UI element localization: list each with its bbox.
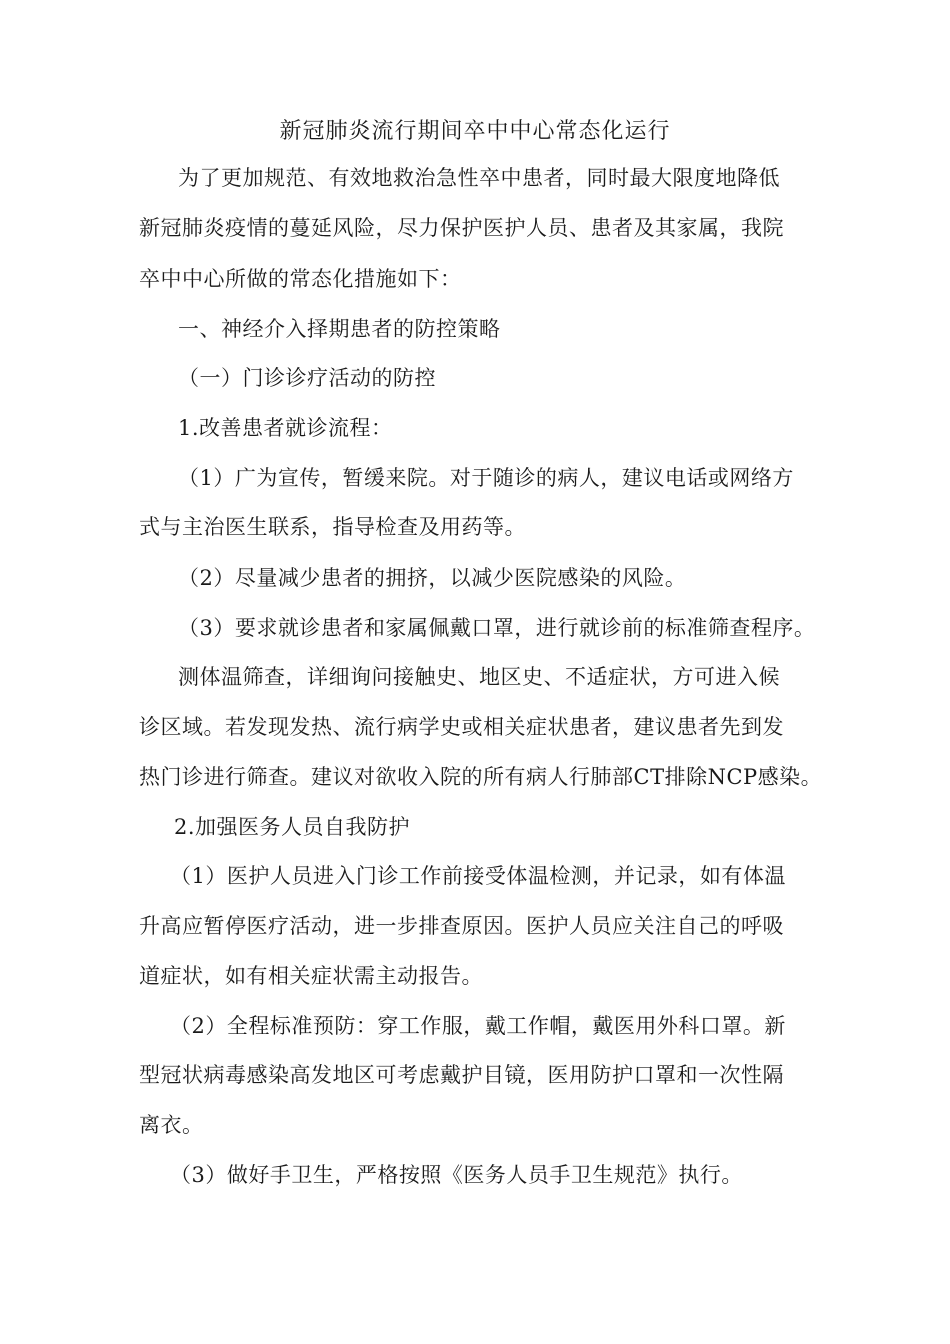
paragraph-line: （1）医护人员进入门诊工作前接受体温检测，并记录，如有体温 [170, 864, 786, 888]
intro-line-1: 为了更加规范、有效地救治急性卒中患者，同时最大限度地降低 [178, 166, 780, 190]
paragraph-line: （3）要求就诊患者和家属佩戴口罩，进行就诊前的标准筛查程序。 [178, 616, 816, 640]
paragraph-line: 升高应暂停医疗活动，进一步排查原因。医护人员应关注自己的呼吸 [139, 914, 784, 938]
paragraph-line: （3）做好手卫生，严格按照《医务人员手卫生规范》执行。 [170, 1163, 743, 1187]
paragraph-line: 式与主治医生联系，指导检查及用药等。 [139, 515, 526, 539]
paragraph-line: 离衣。 [139, 1113, 204, 1137]
paragraph-line: 道症状，如有相关症状需主动报告。 [139, 964, 483, 988]
item-heading-2: 2.加强医务人员自我防护 [174, 815, 411, 839]
paragraph-line: 测体温筛查，详细询问接触史、地区史、不适症状，方可进入候 [178, 665, 780, 689]
paragraph-line: 型冠状病毒感染高发地区可考虑戴护目镜，医用防护口罩和一次性隔 [139, 1063, 784, 1087]
paragraph-line: 诊区域。若发现发热、流行病学史或相关症状患者，建议患者先到发 [139, 715, 784, 739]
paragraph-line: 热门诊进行筛查。建议对欲收入院的所有病人行肺部CT排除NCP感染。 [139, 765, 823, 789]
subsection-heading: （一）门诊诊疗活动的防控 [178, 366, 436, 390]
intro-line-3: 卒中中心所做的常态化措施如下： [139, 267, 462, 291]
item-heading-1: 1.改善患者就诊流程： [178, 416, 393, 440]
paragraph-line: （2）全程标准预防：穿工作服，戴工作帽，戴医用外科口罩。新 [170, 1014, 786, 1038]
paragraph-line: （2）尽量减少患者的拥挤，以减少医院感染的风险。 [178, 566, 687, 590]
paragraph-line: （1）广为宣传，暂缓来院。对于随诊的病人，建议电话或网络方 [178, 466, 794, 490]
section-heading: 一、神经介入择期患者的防控策略 [178, 317, 501, 341]
document-title: 新冠肺炎流行期间卒中中心常态化运行 [279, 119, 671, 144]
intro-line-2: 新冠肺炎疫情的蔓延风险，尽力保护医护人员、患者及其家属，我院 [139, 216, 784, 240]
